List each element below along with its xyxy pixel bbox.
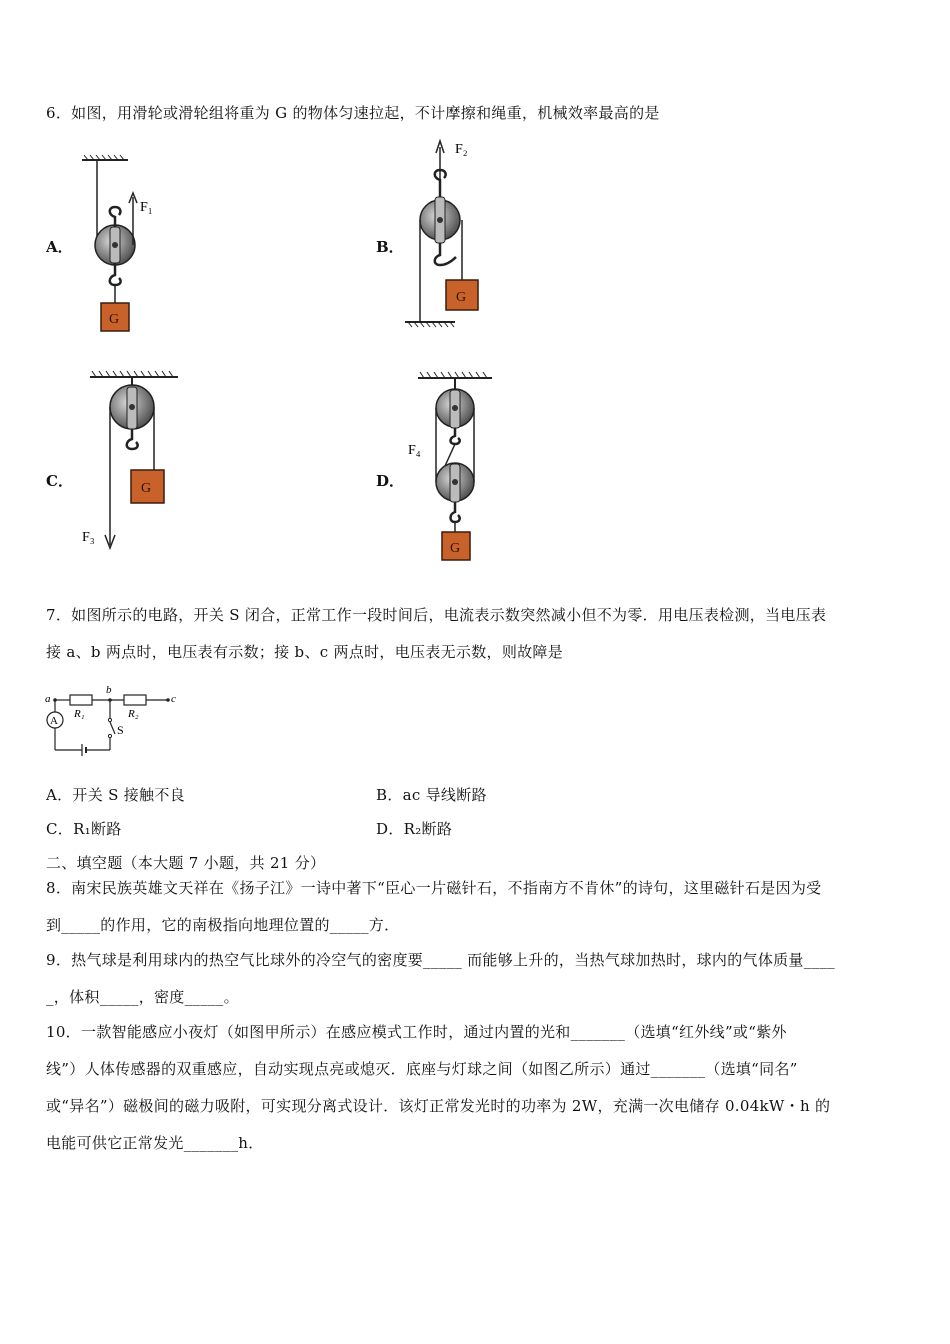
f4-label: F₄ — [408, 443, 421, 458]
circuit-point-c: c — [171, 693, 176, 705]
circuit-point-a: a — [45, 693, 51, 705]
pulley-figure-d — [400, 370, 600, 570]
q6-option-a-label: A． — [46, 238, 73, 256]
f1-label: F₁ — [140, 200, 153, 215]
resistor-r1-label: R₁ — [74, 708, 85, 720]
q7-option-c: C．R₁断路 — [46, 820, 122, 838]
q9-line-2: _，体积_____，密度_____。 — [46, 988, 239, 1006]
weight-label-a: G — [109, 312, 120, 327]
q6-option-b-label: B． — [376, 238, 404, 256]
q10-line-1: 10．一款智能感应小夜灯（如图甲所示）在感应模式工作时，通过内置的光和_______（选填“红外线”或“紫外 — [46, 1023, 787, 1041]
q8-line-1: 8．南宋民族英雄文天祥在《扬子江》一诗中著下“臣心一片磁针石，不指南方不肯休”的诗句，这里磁针石是因为受 — [46, 879, 822, 897]
section-2-title: 二、填空题（本大题 7 小题，共 21 分） — [46, 854, 326, 872]
weight-label-b: G — [456, 290, 467, 305]
pulley-figure-a — [70, 145, 270, 345]
q7-option-b: B．ac 导线断路 — [376, 786, 487, 804]
circuit-point-b: b — [106, 684, 112, 696]
q10-line-4: 电能可供它正常发光_______h． — [46, 1134, 264, 1152]
q7-option-a: A．开关 S 接触不良 — [46, 786, 185, 804]
circuit-diagram — [40, 680, 190, 770]
q7-line-2: 接 a、b 两点时，电压表有示数；接 b、c 两点时，电压表无示数，则故障是 — [46, 643, 564, 661]
pulley-figure-b — [400, 135, 600, 335]
resistor-r2-label: R₂ — [128, 708, 139, 720]
q6-text: 6．如图，用滑轮或滑轮组将重为 G 的物体匀速拉起，不计摩擦和绳重，机械效率最高的是 — [46, 104, 660, 122]
q9-line-1: 9．热气球是利用球内的热空气比球外的冷空气的密度要_____ 而能够上升的，当热气球加热时，球内的气体质量____ — [46, 951, 835, 969]
f3-label: F₃ — [82, 530, 95, 545]
f2-label: F₂ — [455, 142, 468, 157]
switch-label: S — [117, 723, 124, 737]
weight-label-d: G — [450, 541, 461, 556]
q6-option-c-label: C． — [46, 472, 73, 490]
pulley-figure-c — [80, 365, 280, 565]
q10-line-2: 线”）人体传感器的双重感应，自动实现点亮或熄灭．底座与灯球之间（如图乙所示）通过_______（选填“同名” — [46, 1060, 798, 1078]
q7-option-d: D．R₂断路 — [376, 820, 453, 838]
weight-label-c: G — [141, 481, 152, 496]
ammeter-label: A — [50, 715, 58, 727]
q10-line-3: 或“异名”）磁极间的磁力吸附，可实现分离式设计．该灯正常发光时的功率为 2W，充满一次电储存 0.04kW・h 的 — [46, 1097, 831, 1115]
q7-line-1: 7．如图所示的电路，开关 S 闭合，正常工作一段时间后，电流表示数突然减小但不为零．用电压表检测，当电压表 — [46, 606, 827, 624]
q8-line-2: 到_____的作用，它的南极指向地理位置的_____方． — [46, 916, 400, 934]
q6-option-d-label: D． — [376, 472, 405, 490]
